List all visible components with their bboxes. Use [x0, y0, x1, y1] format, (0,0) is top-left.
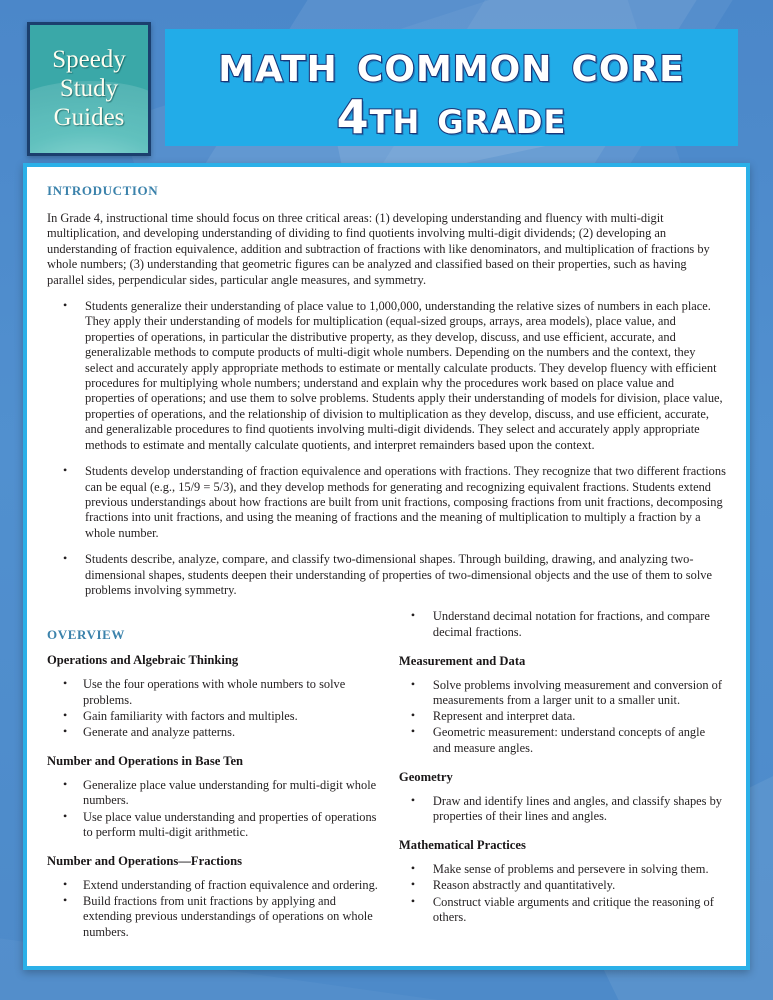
title-banner [165, 29, 738, 146]
list-item: • Students develop understanding of fraction equivalence and operations with fractions. They recognize that two different fractions can be equal (e.g., 15/9 = 5/3), and they develop methods for generating and recognizing equivalent fractions. Students extend previous understandings about how fractions are built from unit fractions, composing fractions from unit fractions, decomposing fractions into unit fractions, and using the meaning of fractions and the meaning of multiplication to multiply a fraction by a whole number. [47, 464, 726, 541]
logo-line-3: Guides [53, 104, 125, 131]
list-item: • Extend understanding of fraction equivalence and ordering. [47, 878, 387, 893]
list-number-and-operations-in-base-ten [47, 778, 387, 840]
introduction-heading: introduction [47, 179, 159, 200]
subheading-mathematical-practices: Mathematical Practices [398, 838, 526, 853]
list-measurement-and-data [399, 678, 726, 756]
page-header [0, 0, 773, 160]
title-line-main: math common core [218, 33, 685, 94]
list-item: • Geometric measurement: understand concepts of angle and measure angles. [399, 725, 726, 755]
logo-line-2: Study [59, 75, 119, 102]
subheading-geometry: Geometry [398, 769, 453, 784]
introduction-paragraph: In Grade 4, instructional time should focus on three critical areas: (1) developing understanding and fluency with multi-digit multiplication, and developing understanding of dividing to find quotients involving multi-digit dividends; (2) developing an understanding of fraction equivalence, addition and subtraction of fractions with like denominators, and multiplication of fractions by whole numbers; (3) understanding that geometric figures can be analyzed and classified based on their properties, such as having parallel sides, perpendicular sides, particular angle measures, and symmetry. [47, 211, 710, 287]
introduction-bullet-list [47, 299, 726, 598]
list-item: • Gain familiarity with factors and multiples. [47, 709, 387, 724]
list-operations-and-algebraic-thinking [47, 677, 387, 740]
list-item: • Students generalize their understanding of place value to 1,000,000, understanding the relative sizes of numbers in each place. They apply their understanding of models for multiplication (equal-sized groups, arrays, area models), place value, and properties of operations, in particular the distributive property, as they develop, discuss, and use efficient, accurate, and generalizable methods to compute products of multi-digit whole numbers. Depending on the numbers and the context, they select and accurately apply appropriate methods to estimate or mentally calculate products. They develop fluency with efficient procedures for multiplying whole numbers; understand and explain why the procedures work based on place value and properties of operations; and use them to solve problems. Students apply their understanding of models for division, place value, properties of operations, and the relationship of division to multiplication as they develop, discuss, and use efficient, accurate, and generalizable procedures to find quotients involving multi-digit dividends. They select and accurately apply appropriate methods to estimate and mentally calculate quotients, and interpret remainders based upon the context. [47, 299, 726, 453]
list-mathematical-practices [399, 862, 726, 925]
list-item: • Solve problems involving measurement and conversion of measurements from a larger unit to a smaller unit. [399, 678, 726, 708]
subheading-number-and-operations-fractions: Number and Operations—Fractions [47, 853, 242, 868]
overview-right-column [395, 609, 726, 926]
list-item: • Generalize place value understanding for multi-digit whole numbers. [47, 778, 387, 808]
speedy-study-guides-logo [27, 22, 151, 156]
content-panel [23, 163, 750, 970]
list-item: • Represent and interpret data. [399, 709, 726, 724]
subheading-measurement-and-data: Measurement and Data [398, 653, 526, 668]
overview-left-column [47, 609, 395, 940]
overview-heading: overview [47, 623, 126, 645]
subheading-operations-and-algebraic-thinking: Operations and Algebraic Thinking [47, 653, 239, 668]
title-line-grade: 4th grade [336, 89, 567, 144]
list-number-and-operations-fractions [47, 878, 387, 940]
list-item: • Generate and analyze patterns. [47, 725, 387, 740]
list-geometry [399, 794, 726, 824]
list-item: • Make sense of problems and persevere in solving them. [399, 862, 726, 877]
list-item: • Reason abstractly and quantitatively. [399, 878, 726, 893]
list-item: • Students describe, analyze, compare, and classify two-dimensional shapes. Through building, drawing, and analyzing two-dimensional shapes, students deepen their understanding of properties of two-dimensional objects and the use of them to solve problems involving symmetry. [47, 552, 726, 598]
list-fractions-continued [399, 609, 726, 639]
list-item: • Build fractions from unit fractions by applying and extending previous understandings of operations on whole numbers. [47, 894, 387, 940]
list-item: • Construct viable arguments and critique the reasoning of others. [399, 895, 726, 925]
list-item: • Use the four operations with whole numbers to solve problems. [47, 677, 387, 707]
logo-line-1: Speedy [52, 46, 126, 73]
list-item: • Understand decimal notation for fractions, and compare decimal fractions. [399, 609, 726, 639]
overview-section [47, 609, 726, 940]
list-item: • Draw and identify lines and angles, and classify shapes by properties of their lines and angles. [399, 794, 726, 824]
subheading-number-and-operations-in-base-ten: Number and Operations in Base Ten [47, 754, 244, 769]
list-item: • Use place value understanding and properties of operations to perform multi-digit arithmetic. [47, 810, 387, 840]
